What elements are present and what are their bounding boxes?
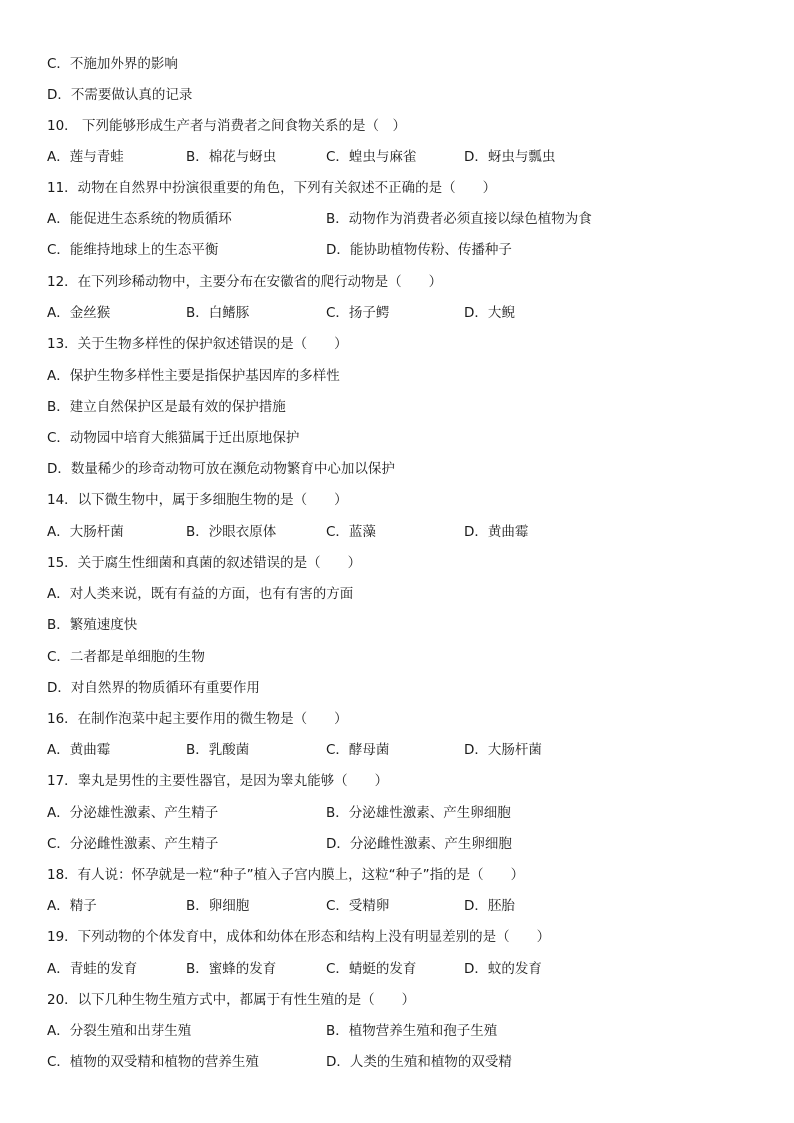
- option-b: B．植物营养生殖和孢子生殖: [326, 1023, 498, 1039]
- option-d: D．人类的生殖和植物的双受精: [326, 1054, 512, 1070]
- option-d: D．数量稀少的珍奇动物可放在濒危动物繁育中心加以保护: [47, 461, 395, 477]
- question-stem: 13．关于生物多样性的保护叙述错误的是（ ）: [47, 336, 348, 352]
- option-b: B．白鳍豚: [186, 305, 250, 321]
- option-b: B．动物作为消费者必须直接以绿色植物为食: [326, 211, 592, 227]
- option-d: D．蚜虫与瓢虫: [464, 149, 556, 165]
- option-c: C．蓝藻: [326, 524, 376, 540]
- option-b: B．蜜蜂的发育: [186, 961, 277, 977]
- question-stem: 18．有人说：怀孕就是一粒“种子”植入子宫内膜上，这粒“种子”指的是（ ）: [47, 867, 525, 883]
- option-b: B．卵细胞: [186, 898, 250, 914]
- option-b: B．繁殖速度快: [47, 617, 138, 633]
- option-a: A．保护生物多样性主要是指保护基因库的多样性: [47, 368, 340, 384]
- option-c: C．植物的双受精和植物的营养生殖: [47, 1054, 259, 1070]
- option-a: A．分裂生殖和出芽生殖: [47, 1023, 192, 1039]
- option-d: D．蚊的发育: [464, 961, 542, 977]
- option-d: D．对自然界的物质循环有重要作用: [47, 680, 260, 696]
- question-stem: 20．以下几种生物生殖方式中，都属于有性生殖的是（ ）: [47, 992, 416, 1008]
- option-c: C．受精卵: [326, 898, 390, 914]
- option-d: D．大鲵: [464, 305, 515, 321]
- question-stem: 15．关于腐生性细菌和真菌的叙述错误的是（ ）: [47, 555, 362, 571]
- question-stem: 12．在下列珍稀动物中，主要分布在安徽省的爬行动物是（ ）: [47, 274, 443, 290]
- q9-option-c: C．不施加外界的影响: [47, 56, 178, 72]
- question-stem: 11．动物在自然界中扮演很重要的角色，下列有关叙述不正确的是（ ）: [47, 180, 497, 196]
- option-a: A．分泌雄性激素、产生精子: [47, 805, 219, 821]
- option-a: A．大肠杆菌: [47, 524, 124, 540]
- question-stem: 19．下列动物的个体发育中，成体和幼体在形态和结构上没有明显差别的是（ ）: [47, 929, 551, 945]
- q9-option-d: D．不需要做认真的记录: [47, 87, 193, 103]
- option-b: B．棉花与蚜虫: [186, 149, 277, 165]
- option-c: C．动物园中培育大熊猫属于迁出原地保护: [47, 430, 300, 446]
- option-a: A．能促进生态系统的物质循环: [47, 211, 232, 227]
- option-c: C．二者都是单细胞的生物: [47, 649, 205, 665]
- option-a: A．对人类来说，既有有益的方面，也有有害的方面: [47, 586, 354, 602]
- option-c: C．蜻蜓的发育: [326, 961, 417, 977]
- option-c: C．分泌雌性激素、产生精子: [47, 836, 219, 852]
- option-a: A．黄曲霉: [47, 742, 111, 758]
- option-a: A．精子: [47, 898, 97, 914]
- option-a: A．青蛙的发育: [47, 961, 138, 977]
- option-c: C．能维持地球上的生态平衡: [47, 242, 219, 258]
- option-b: B．建立自然保护区是最有效的保护措施: [47, 399, 286, 415]
- option-b: B．乳酸菌: [186, 742, 250, 758]
- option-d: D．分泌雌性激素、产生卵细胞: [326, 836, 512, 852]
- option-d: D．大肠杆菌: [464, 742, 542, 758]
- option-a: A．莲与青蛙: [47, 149, 124, 165]
- question-stem: 14．以下微生物中，属于多细胞生物的是（ ）: [47, 492, 348, 508]
- question-stem: 16．在制作泡菜中起主要作用的微生物是（ ）: [47, 711, 348, 727]
- option-c: C．扬子鳄: [326, 305, 390, 321]
- option-a: A．金丝猴: [47, 305, 111, 321]
- option-c: C．蝗虫与麻雀: [326, 149, 417, 165]
- option-c: C．酵母菌: [326, 742, 390, 758]
- option-d: D．能协助植物传粉、传播种子: [326, 242, 512, 258]
- option-b: B．分泌雄性激素、产生卵细胞: [326, 805, 511, 821]
- option-b: B．沙眼衣原体: [186, 524, 277, 540]
- question-stem: 17．睾丸是男性的主要性器官，是因为睾丸能够（ ）: [47, 773, 389, 789]
- option-d: D．胚胎: [464, 898, 515, 914]
- option-d: D．黄曲霉: [464, 524, 529, 540]
- question-stem: 10． 下列能够形成生产者与消费者之间食物关系的是（ ）: [47, 118, 406, 134]
